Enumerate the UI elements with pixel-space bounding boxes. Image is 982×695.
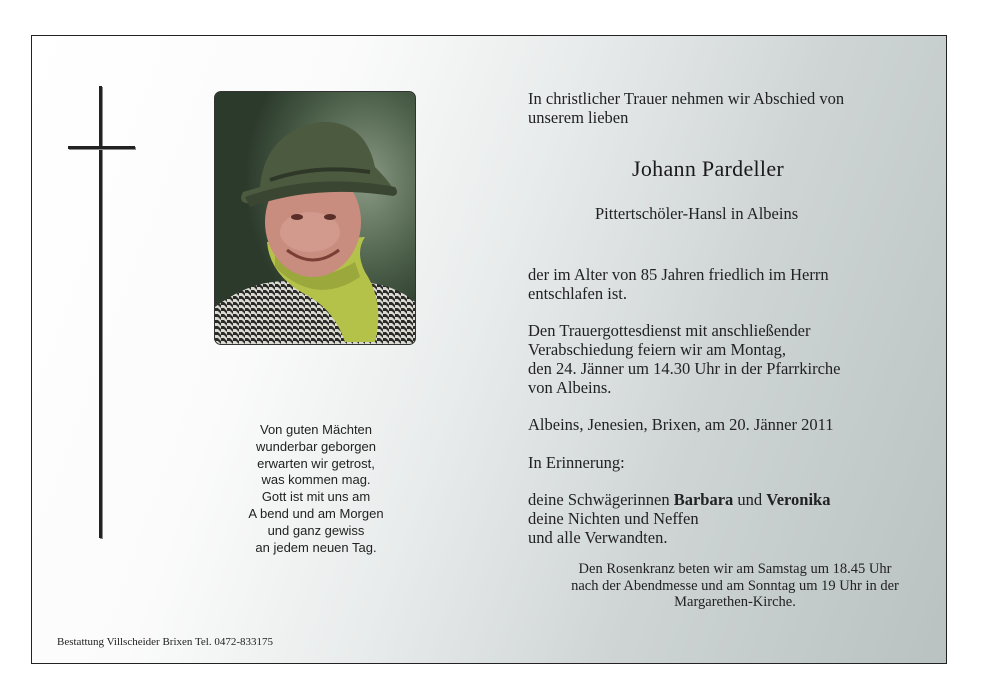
cross-horizontal-bar [68, 146, 135, 149]
relatives-prefix: deine Schwägerinnen [528, 490, 674, 509]
relatives-conjunction: und [733, 490, 767, 509]
poem-line: Gott ist mit uns am [261, 489, 371, 505]
rosary-line: nach der Abendmesse und am Sonntag um 19 Uhr in der [571, 577, 899, 594]
rosary-line: Margarethen-Kirche. [674, 594, 796, 610]
portrait-illustration [215, 92, 415, 344]
deceased-nickname: Pittertschöler-Hansl in Albeins [595, 204, 799, 223]
rosary-line: Den Rosenkranz beten wir am Samstag um 18.45 Uhr [578, 561, 892, 577]
obituary-card [31, 35, 947, 664]
memory-label: In Erinnerung: [528, 453, 625, 472]
relative-name: Veronika [766, 490, 831, 509]
relatives-line-1 [528, 490, 830, 510]
cross-vertical-bar [99, 86, 102, 538]
deceased-name: Johann Pardeller [632, 156, 785, 181]
service-line: von Albeins. [528, 378, 612, 397]
place-date: Albeins, Jenesien, Brixen, am 20. Jänner 2011 [528, 415, 834, 434]
funeral-home-footer: Bestattung Villscheider Brixen Tel. 0472-833175 [57, 636, 273, 648]
intro-line: unserem lieben [528, 108, 629, 127]
relatives-line-3: und alle Verwandten. [528, 528, 668, 547]
poem-line: A bend und am Morgen [248, 505, 384, 521]
relative-name: Barbara [673, 490, 734, 509]
poem-line: Von guten Mächten [259, 422, 373, 437]
poem-line: und ganz gewiss [267, 522, 365, 538]
rosary-notice [520, 561, 950, 611]
poem-line: erwarten wir getrost, [257, 455, 375, 471]
poem-block [192, 422, 440, 556]
service-line: Den Trauergottesdienst mit anschließender [528, 321, 811, 340]
service-line: den 24. Jänner um 14.30 Uhr in der Pfarrkirche [528, 359, 841, 378]
age-line: entschlafen ist. [528, 284, 627, 303]
poem-line: wunderbar geborgen [256, 438, 376, 454]
poem-line: was kommen mag. [261, 472, 371, 488]
age-line: der im Alter von 85 Jahren friedlich im Herrn [528, 265, 829, 284]
relatives-line-2: deine Nichten und Neffen [528, 509, 699, 528]
intro-line: In christlicher Trauer nehmen wir Abschied von [528, 89, 845, 108]
poem-line: an jedem neuen Tag. [255, 539, 377, 555]
portrait-photo [214, 91, 416, 345]
service-line: Verabschiedung feiern wir am Montag, [528, 340, 786, 359]
